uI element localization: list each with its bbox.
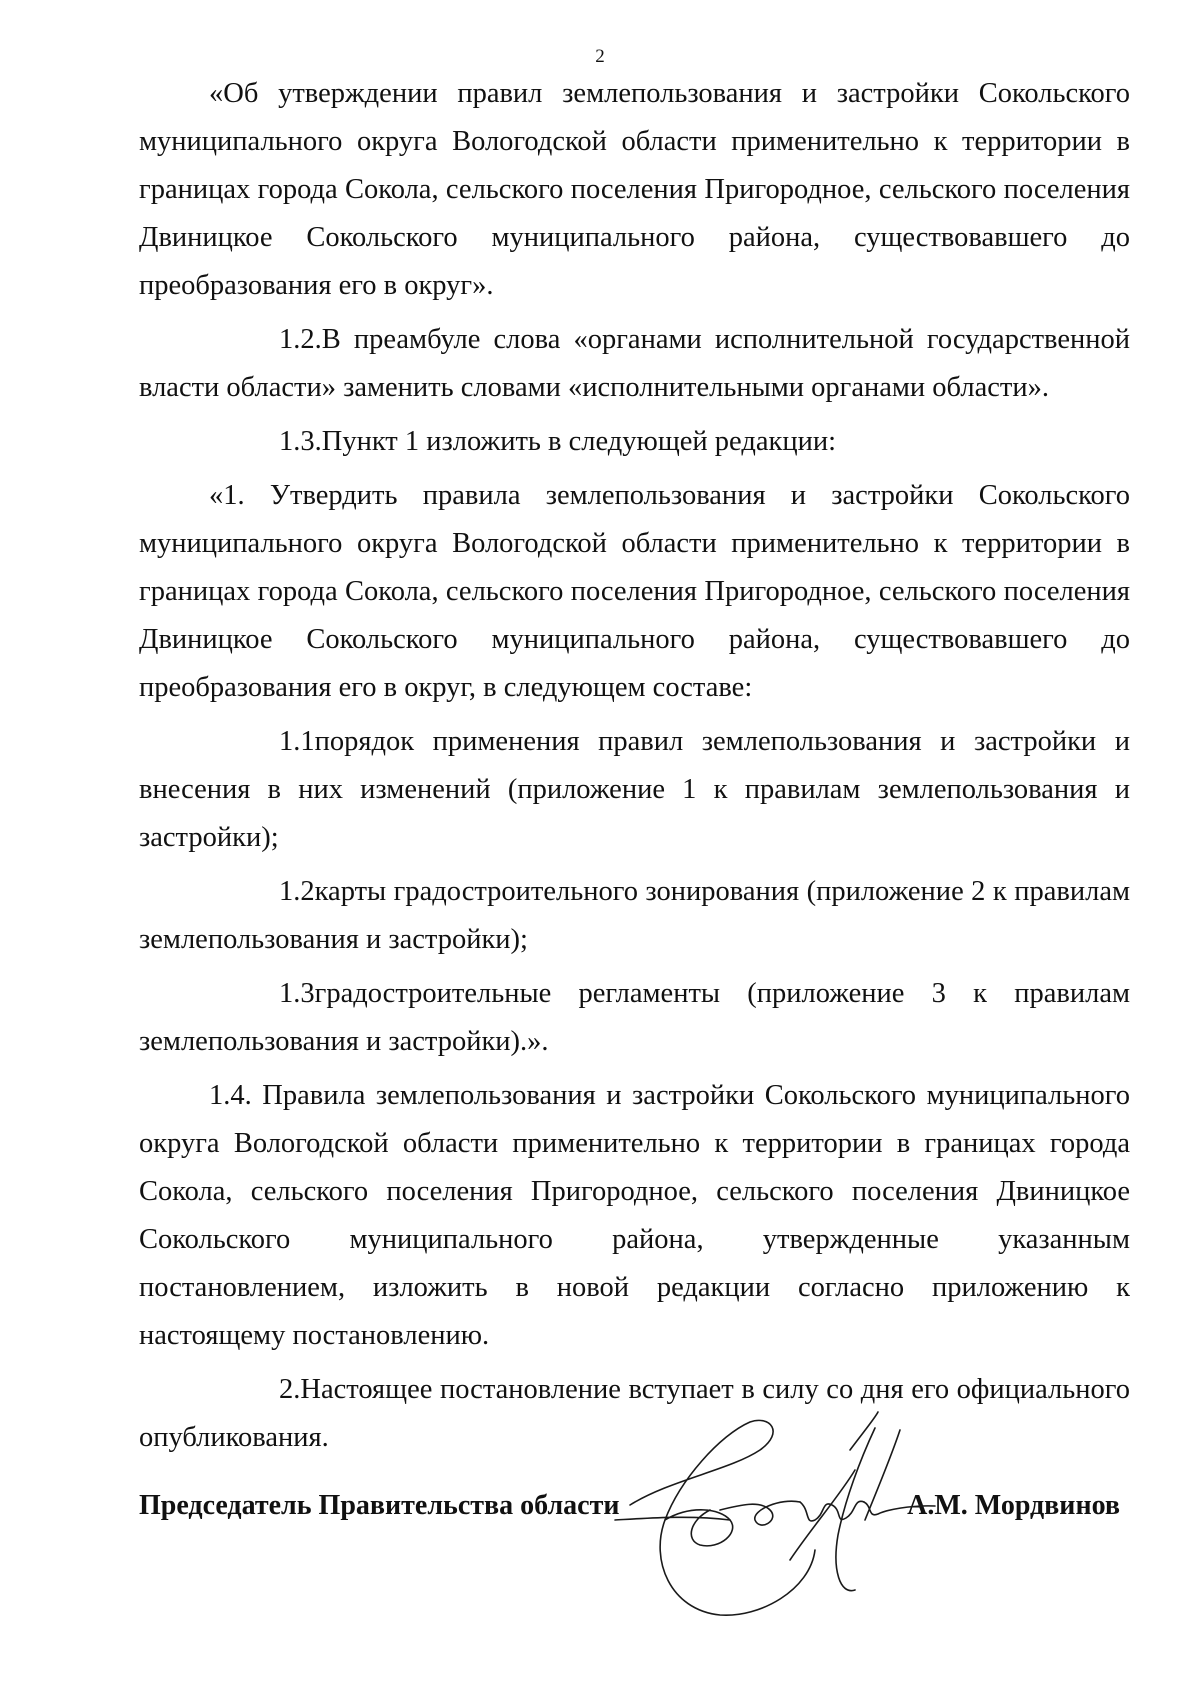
paragraph-1-4 bbox=[139, 1072, 1130, 1360]
paragraph-number: 2. bbox=[279, 1374, 301, 1405]
paragraph-text: В преамбуле слова «органами исполнительной государственной власти области» заменить словами «исполнительными органами области». bbox=[139, 324, 1130, 403]
paragraph-number: 1.1 bbox=[279, 726, 315, 757]
paragraph-sub-1-2 bbox=[139, 868, 1130, 964]
signatory-title: Председатель Правительства области bbox=[139, 1490, 620, 1521]
paragraph-text: карты градостроительного зонирования (приложение 2 к правилам землепользования и застройки); bbox=[139, 876, 1130, 955]
paragraph-sub-1-3 bbox=[139, 970, 1130, 1066]
paragraph-text: Настоящее постановление вступает в силу со дня его официального опубликования. bbox=[139, 1374, 1130, 1453]
paragraph-number: 1.3. bbox=[279, 426, 322, 457]
paragraph-text: градостроительные регламенты (приложение 3 к правилам землепользования и застройки).». bbox=[139, 978, 1130, 1057]
paragraph-text: 1.4. Правила землепользования и застройки Сокольского муниципального округа Вологодской области применительно к территории в границах города Сокола, сельского поселения Пригородное, сельского поселения Двиницкое Сокольского муниципального района, утвержденные указанным постановлением, изложить в новой редакции согласно приложению к настоящему постановлению. bbox=[139, 1080, 1130, 1351]
signatory-name: А.М. Мордвинов bbox=[907, 1490, 1120, 1521]
paragraph-1-2 bbox=[139, 316, 1130, 412]
paragraph-quote-title bbox=[139, 70, 1130, 310]
document-body bbox=[139, 70, 1130, 1462]
paragraph-text: Пункт 1 изложить в следующей редакции: bbox=[321, 426, 836, 457]
paragraph-number: 1.3 bbox=[279, 978, 315, 1009]
paragraph-sub-1-1 bbox=[139, 718, 1130, 862]
paragraph-1-3 bbox=[139, 418, 1130, 466]
paragraph-number: 1.2 bbox=[279, 876, 315, 907]
paragraph-new-point-1 bbox=[139, 472, 1130, 712]
paragraph-number: 1.2. bbox=[279, 324, 322, 355]
paragraph-text: порядок применения правил землепользования и застройки и внесения в них изменений (приложение 1 к правилам землепользования и застройки); bbox=[139, 726, 1130, 853]
paragraph-text: «1. Утвердить правила землепользования и застройки Сокольского муниципального округа Вологодской области применительно к территории в границах города Сокола, сельского поселения Пригородное, сельского поселения Двиницкое Сокольского муниципального района, существовавшего до преобразования его в округ, в следующем составе: bbox=[139, 480, 1130, 703]
paragraph-text: «Об утверждении правил землепользования и застройки Сокольского муниципального округа Вологодской области применительно к территории в границах города Сокола, сельского поселения Пригородное, сельского поселения Двиницкое Сокольского муниципального района, существовавшего до преобразования его в округ». bbox=[139, 78, 1130, 301]
page-number: 2 bbox=[595, 46, 605, 67]
handwritten-signature bbox=[610, 1410, 940, 1625]
